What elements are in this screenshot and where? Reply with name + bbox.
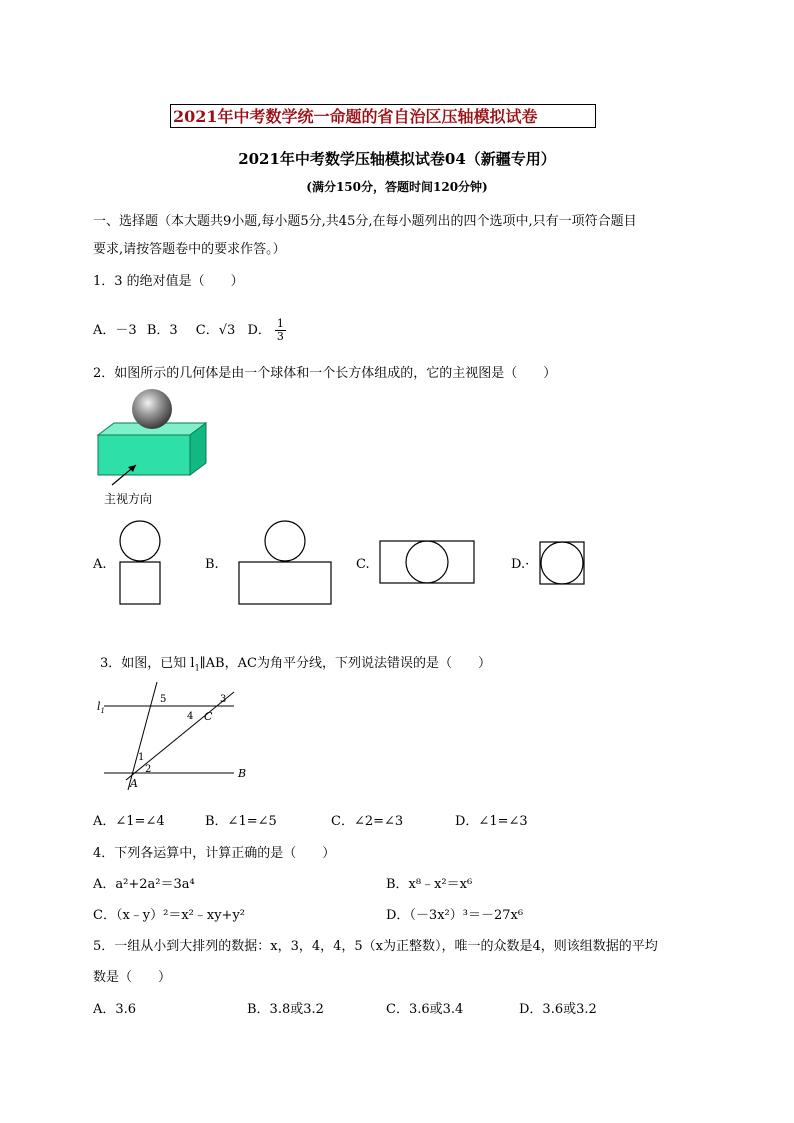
q2-option-a-label: A. xyxy=(93,557,107,572)
q5-option-a: A．3.6 xyxy=(93,1002,137,1017)
q1-options xyxy=(93,318,286,343)
option-c-rect xyxy=(380,541,474,583)
q1-option-a: A．－3 xyxy=(93,323,137,338)
label-angle-2: 2 xyxy=(145,764,152,775)
page-title: 2021年中考数学压轴模拟试卷04（新疆专用） xyxy=(238,150,556,168)
page-subtitle: (满分150分，答题时间120分钟) xyxy=(306,180,488,194)
q3-geometry-figure xyxy=(92,678,262,796)
box-front-face xyxy=(98,435,190,475)
q4-stem: 4．下列各运算中，计算正确的是（ ） xyxy=(93,846,336,861)
option-a-rect xyxy=(120,562,160,604)
transversal-line xyxy=(128,682,157,790)
label-l1: $l_1$ xyxy=(97,700,105,715)
q2-option-b-figure xyxy=(235,520,335,608)
q1-fraction-den: 3 xyxy=(276,330,284,343)
q1-fraction xyxy=(275,318,286,343)
section-instructions-line1: 一、选择题（本大题共9小题,每小题5分,共45分,在每小题列出的四个选项中,只有一项符合题目 xyxy=(93,214,637,229)
q2-option-a-figure xyxy=(115,520,167,608)
q4-option-d: D．（－3x²）³＝－27x⁶ xyxy=(386,908,524,923)
q3-stem xyxy=(100,652,491,673)
option-a-circle xyxy=(120,521,160,561)
option-c-circle xyxy=(406,541,448,583)
q3-option-b: B．∠1=∠5 xyxy=(205,814,277,829)
q3-option-c: C．∠2=∠3 xyxy=(331,814,404,829)
q3-stem-post: ∥AB，AC为角平分线，下列说法错误的是（ ） xyxy=(199,656,491,671)
q5-option-b: B．3.8或3.2 xyxy=(247,1002,324,1017)
q5-option-c: C．3.6或3.4 xyxy=(386,1002,464,1017)
q2-solid-figure xyxy=(94,385,214,510)
label-angle-1: 1 xyxy=(138,752,145,763)
q2-option-c-label: C. xyxy=(356,557,370,572)
q3-option-d: D．∠1=∠3 xyxy=(455,814,528,829)
q4-option-c: C．（x﹣y）²＝x²﹣xy+y² xyxy=(93,908,246,923)
q4-option-a: A．a²+2a²＝3a⁴ xyxy=(93,877,195,892)
q1-option-b: B．3 xyxy=(146,323,178,338)
label-angle-3: 3 xyxy=(220,694,227,705)
q1-option-d-prefix: D． xyxy=(247,323,271,338)
exam-series-banner: 2021年中考数学统一命题的省自治区压轴模拟试卷 xyxy=(170,104,596,128)
q2-option-d-figure xyxy=(538,540,586,588)
q1-option-c: C．√3 xyxy=(195,323,236,338)
q5-stem-line1: 5．一组从小到大排列的数据：x，3，4，4，5（x为正整数），唯一的众数是4，则该组数据的平均 xyxy=(93,939,658,954)
section-instructions-line2: 要求,请按答题卷中的要求作答。） xyxy=(93,242,286,257)
q2-option-d-label: D.· xyxy=(511,557,530,572)
option-b-rect xyxy=(239,562,331,604)
q2-option-b-label: B. xyxy=(205,557,219,572)
option-b-circle xyxy=(265,521,305,561)
q1-stem: 1．3 的绝对值是（ ） xyxy=(93,274,244,289)
view-direction-label: 主视方向 xyxy=(104,492,153,506)
q3-option-a: A．∠1=∠4 xyxy=(93,814,165,829)
q5-option-d: D．3.6或3.2 xyxy=(519,1002,597,1017)
q5-stem-line2: 数是（ ） xyxy=(93,970,172,985)
q3-stem-pre: 3．如图，已知 l xyxy=(100,656,195,671)
label-b: B xyxy=(238,767,247,780)
q3-stem-sub: 1 xyxy=(194,663,200,673)
q1-fraction-num: 1 xyxy=(276,317,284,330)
label-c: C xyxy=(204,710,213,723)
q4-option-b: B．x⁸﹣x²＝x⁶ xyxy=(386,877,473,892)
option-d-circle xyxy=(541,542,583,584)
sphere xyxy=(132,389,172,429)
label-a: A xyxy=(130,777,138,790)
label-angle-5: 5 xyxy=(160,694,167,705)
label-angle-4: 4 xyxy=(187,711,194,722)
q2-stem: 2．如图所示的几何体是由一个球体和一个长方体组成的，它的主视图是（ ） xyxy=(93,366,557,381)
q1-option-d xyxy=(247,317,285,343)
q2-option-c-figure xyxy=(378,538,478,588)
